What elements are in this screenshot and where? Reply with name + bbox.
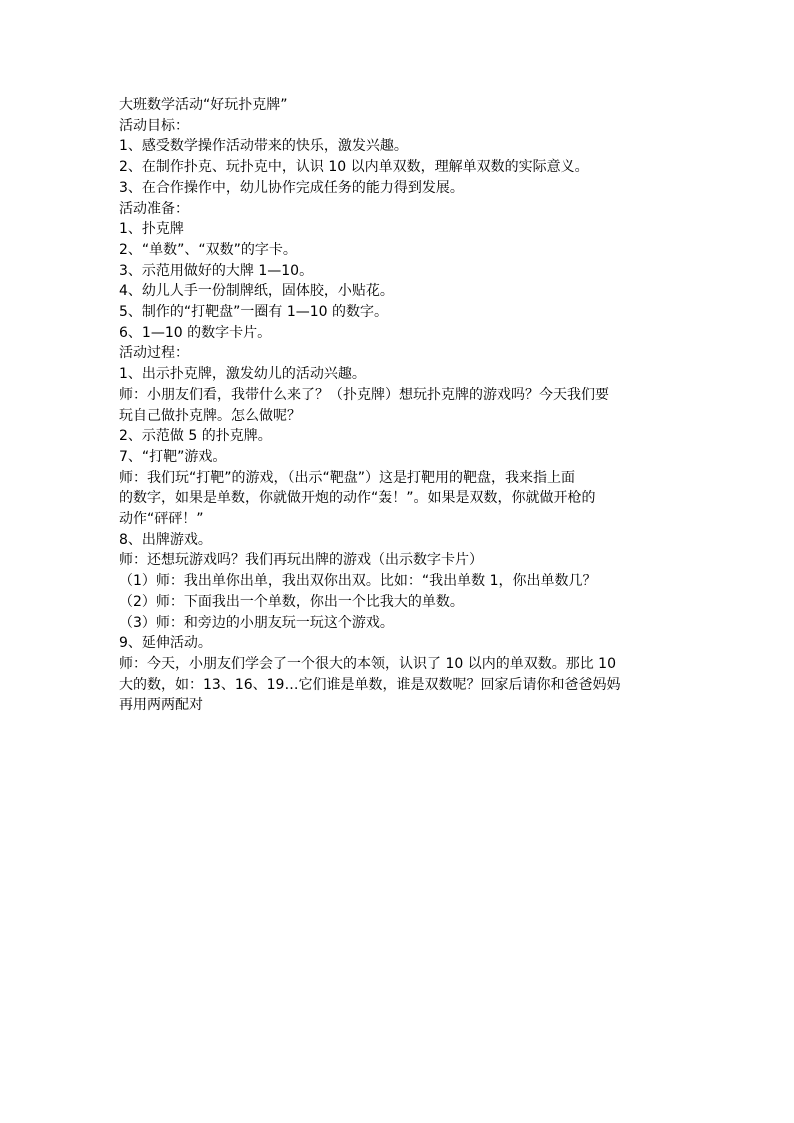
- paragraph-line: 师：我们玩“打靶”的游戏，（出示“靶盘”）这是打靶用的靶盘，我来指上面: [119, 469, 576, 486]
- goal-item-1: 1、感受数学操作活动带来的快乐，激发兴趣。: [119, 138, 408, 155]
- sub-item-2: （2）师：下面我出一个单数，你出一个比我大的单数。: [119, 593, 464, 610]
- prep-item-1: 1、扑克牌: [119, 221, 184, 238]
- paragraph-line: 师：还想玩游戏吗？我们再玩出牌的游戏（出示数字卡片）: [119, 552, 483, 569]
- section-heading-goals: 活动目标：: [119, 117, 189, 134]
- sub-item-3: （3）师：和旁边的小朋友玩一玩这个游戏。: [119, 614, 394, 631]
- section-heading-process: 活动过程：: [119, 345, 189, 362]
- paragraph-line: 玩自己做扑克牌。怎么做呢？: [119, 407, 301, 424]
- paragraph-line: 师：今天，小朋友们学会了一个很大的本领，认识了 10 以内的单双数。那比 10: [119, 655, 616, 672]
- prep-item-3: 3、示范用做好的大牌 1—10。: [119, 262, 314, 279]
- document-title: 大班数学活动“好玩扑克牌”: [119, 97, 288, 113]
- document-body: [119, 95, 675, 716]
- prep-item-4: 4、幼儿人手一份制牌纸，固体胶，小贴花。: [119, 283, 394, 300]
- process-step-1: 1、出示扑克牌，激发幼儿的活动兴趣。: [119, 366, 366, 383]
- prep-item-2: 2、“单数”、“双数”的字卡。: [119, 241, 297, 258]
- process-step-2: 2、示范做 5 的扑克牌。: [119, 428, 272, 445]
- prep-item-6: 6、1—10 的数字卡片。: [119, 324, 272, 341]
- goal-item-2: 2、在制作扑克、玩扑克中，认识 10 以内单双数，理解单双数的实际意义。: [119, 159, 589, 176]
- sub-item-1: （1）师：我出单你出单，我出双你出双。比如：“我出单数 1，你出单数几？: [119, 573, 597, 590]
- goal-item-3: 3、在合作操作中，幼儿协作完成任务的能力得到发展。: [119, 179, 464, 196]
- process-step-9: 9、延伸活动。: [119, 635, 212, 652]
- paragraph-line: 大的数，如：13、16、19…它们谁是单数，谁是双数呢？回家后请你和爸爸妈妈: [119, 676, 621, 693]
- process-step-7: 7、“打靶”游戏。: [119, 448, 227, 465]
- paragraph-line: 师：小朋友们看，我带什么来了？（扑克牌）想玩扑克牌的游戏吗？今天我们要: [119, 386, 609, 403]
- process-step-8: 8、出牌游戏。: [119, 531, 212, 548]
- prep-item-5: 5、制作的“打靶盘”一圈有 1—10 的数字。: [119, 304, 389, 321]
- paragraph-line: 动作“砰砰！”: [119, 511, 204, 528]
- paragraph-line: 的数字，如果是单数，你就做开炮的动作“轰！”。如果是双数，你就做开枪的: [119, 490, 596, 507]
- section-heading-preparation: 活动准备：: [119, 200, 189, 217]
- paragraph-line: 再用两两配对: [119, 697, 203, 714]
